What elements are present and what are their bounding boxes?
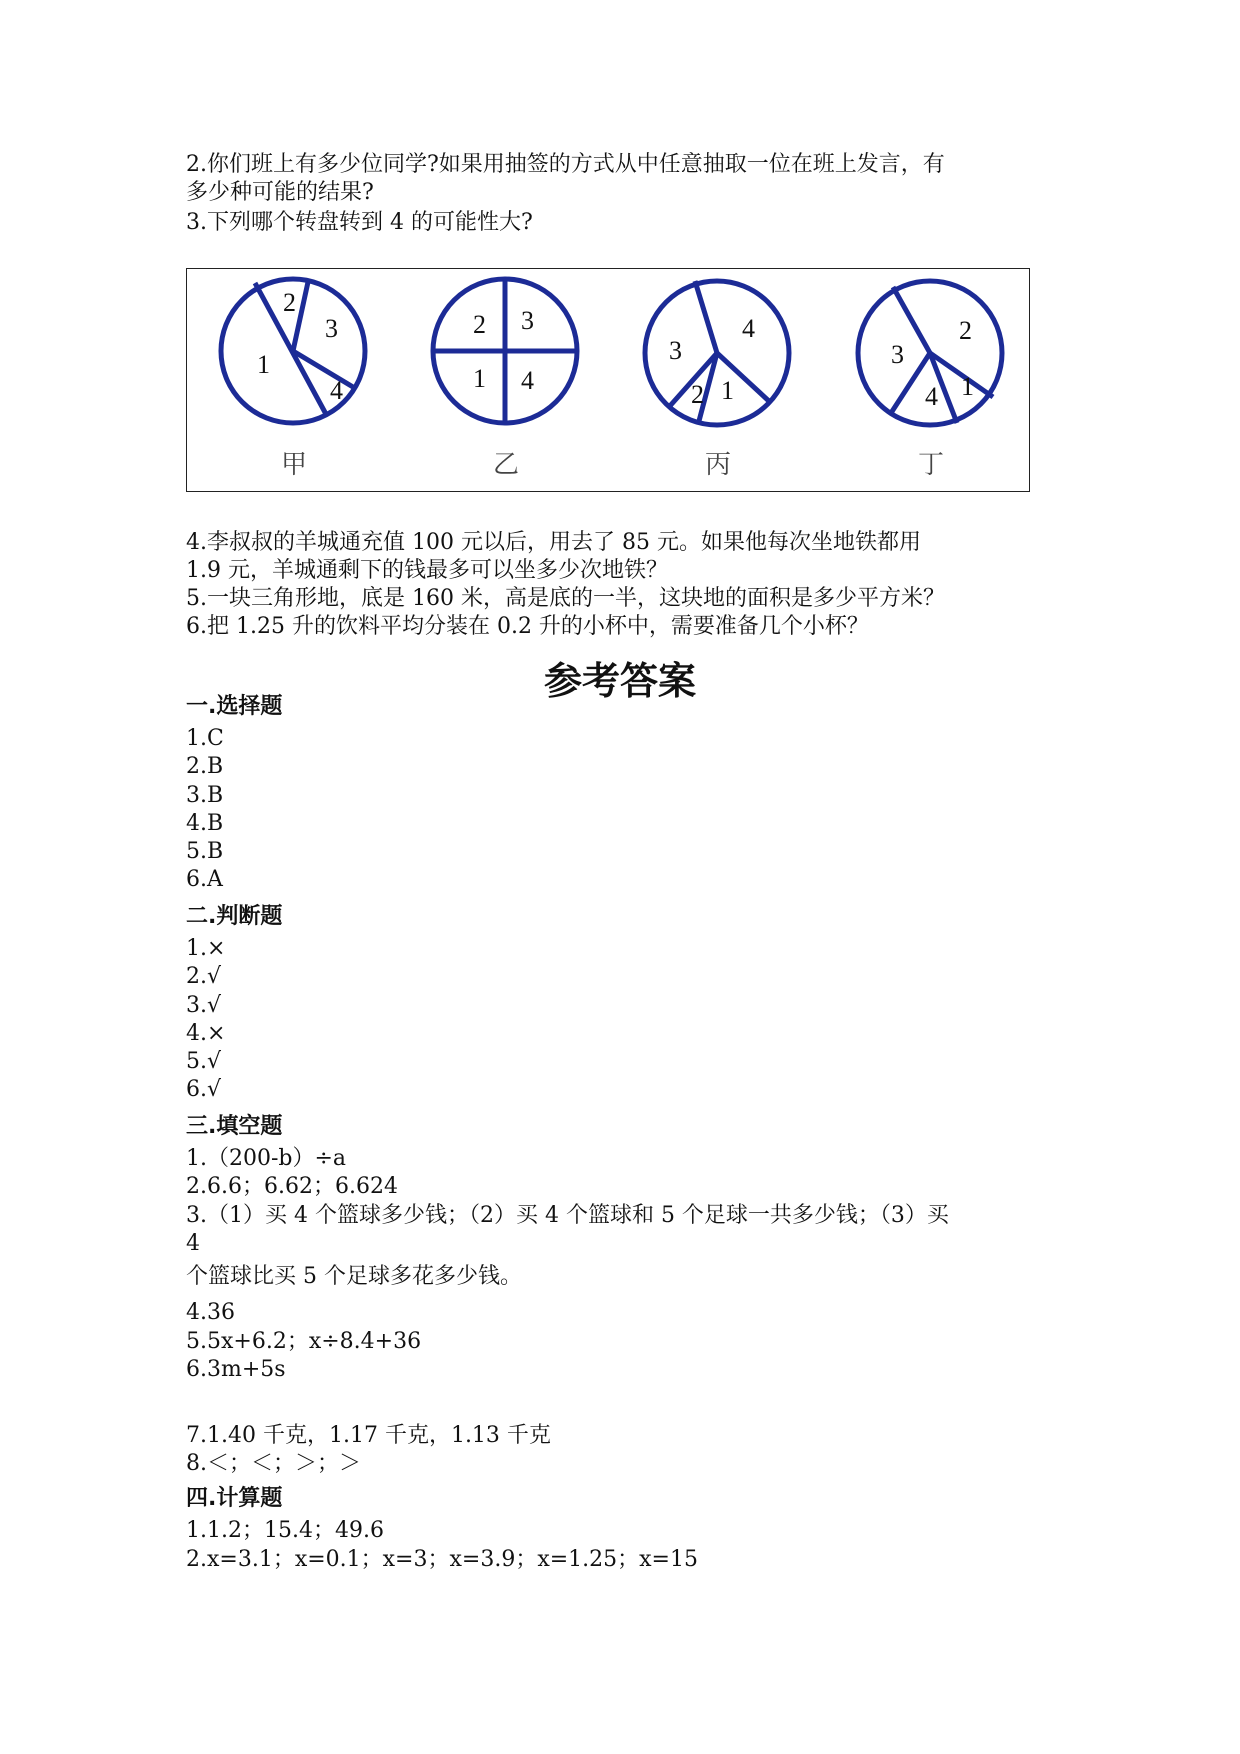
spinner-figure [186, 268, 1030, 492]
question-4-line-1: 4.李叔叔的羊城通充值 100 元以后，用去了 85 元。如果他每次坐地铁都用 [186, 530, 921, 555]
spinner-jia-sector-3: 3 [325, 314, 338, 343]
spinner-yi-sector-3: 3 [521, 306, 534, 335]
judgment-answer: 5.√ [186, 1049, 222, 1074]
calc-answer: 2.x=3.1；x=0.1；x=3；x=3.9；x=1.25；x=15 [186, 1547, 698, 1572]
fill-answer: 6.3m+5s [186, 1357, 286, 1382]
spinner-ding-sector-4: 4 [925, 382, 938, 411]
spinner-jia-sector-2: 2 [283, 288, 296, 317]
spinner-yi-sector-1: 1 [473, 364, 486, 393]
judgment-answer: 1.× [186, 936, 226, 961]
spinners-svg [187, 269, 1031, 493]
spinner-yi-sector-4: 4 [521, 366, 534, 395]
choice-answer: 1.C [186, 726, 224, 751]
fill-answer: 7.1.40 千克，1.17 千克，1.13 千克 [186, 1423, 551, 1448]
choice-answer: 4.B [186, 811, 224, 836]
spinner-ding-label: 丁 [918, 450, 945, 480]
question-3: 3.下列哪个转盘转到 4 的可能性大? [186, 210, 533, 235]
spinner-yi [433, 279, 577, 423]
fill-answer: 8.＜；＜；＞；＞ [186, 1451, 361, 1476]
section-fill-title: 三.填空题 [186, 1114, 283, 1139]
spinner-jia-label: 甲 [281, 450, 308, 480]
spinner-ding-sector-3: 3 [891, 340, 904, 369]
choice-answer: 5.B [186, 839, 224, 864]
fill-answer: 5.5x+6.2；x÷8.4+36 [186, 1329, 422, 1354]
spinner-ding-sector-2: 2 [959, 316, 972, 345]
calc-answer: 1.1.2；15.4；49.6 [186, 1518, 384, 1543]
judgment-answer: 2.√ [186, 964, 222, 989]
fill-answer: 个篮球比买 5 个足球多花多少钱。 [186, 1264, 522, 1289]
fill-answer: 4.36 [186, 1300, 235, 1325]
question-5: 5.一块三角形地，底是 160 米，高是底的一半，这块地的面积是多少平方米？ [186, 586, 945, 611]
spinner-bing-label: 丙 [705, 450, 732, 480]
spinner-bing-sector-4: 4 [742, 314, 755, 343]
section-calc-title: 四.计算题 [186, 1486, 283, 1511]
section-choice-title: 一.选择题 [186, 694, 283, 719]
spinner-bing-sector-3: 3 [669, 336, 682, 365]
answers-title: 参考答案 [543, 659, 696, 703]
spinner-jia-sector-1: 1 [257, 350, 270, 379]
spinner-yi-sector-2: 2 [473, 310, 486, 339]
question-2-line-1: 2.你们班上有多少位同学?如果用抽签的方式从中任意抽取一位在班上发言，有 [186, 152, 945, 177]
question-2-line-2: 多少种可能的结果? [186, 180, 374, 205]
judgment-answer: 4.× [186, 1021, 226, 1046]
fill-answer: 4 [186, 1231, 200, 1256]
spinner-bing-sector-1: 1 [721, 376, 734, 405]
spinner-jia-sector-4: 4 [330, 376, 343, 405]
fill-answer: 1.（200-b）÷a [186, 1146, 347, 1171]
spinner-yi-label: 乙 [493, 450, 520, 480]
spinner-bing [645, 281, 789, 425]
question-6: 6.把 1.25 升的饮料平均分装在 0.2 升的小杯中，需要准备几个小杯？ [186, 614, 869, 639]
choice-answer: 6.A [186, 867, 223, 892]
fill-answer: 2.6.6；6.62；6.624 [186, 1174, 398, 1199]
spinner-bing-sector-2: 2 [691, 380, 704, 409]
fill-answer: 3.（1）买 4 个篮球多少钱；（2）买 4 个篮球和 5 个足球一共多少钱；（3）买 [186, 1203, 949, 1228]
section-judgment-title: 二.判断题 [186, 904, 283, 929]
question-4-line-2: 1.9 元，羊城通剩下的钱最多可以坐多少次地铁？ [186, 558, 668, 583]
spinner-bing-divider [695, 281, 717, 353]
spinner-ding-sector-1: 1 [961, 372, 974, 401]
choice-answer: 3.B [186, 783, 224, 808]
choice-answer: 2.B [186, 754, 224, 779]
judgment-answer: 6.√ [186, 1077, 222, 1102]
judgment-answer: 3.√ [186, 993, 222, 1018]
